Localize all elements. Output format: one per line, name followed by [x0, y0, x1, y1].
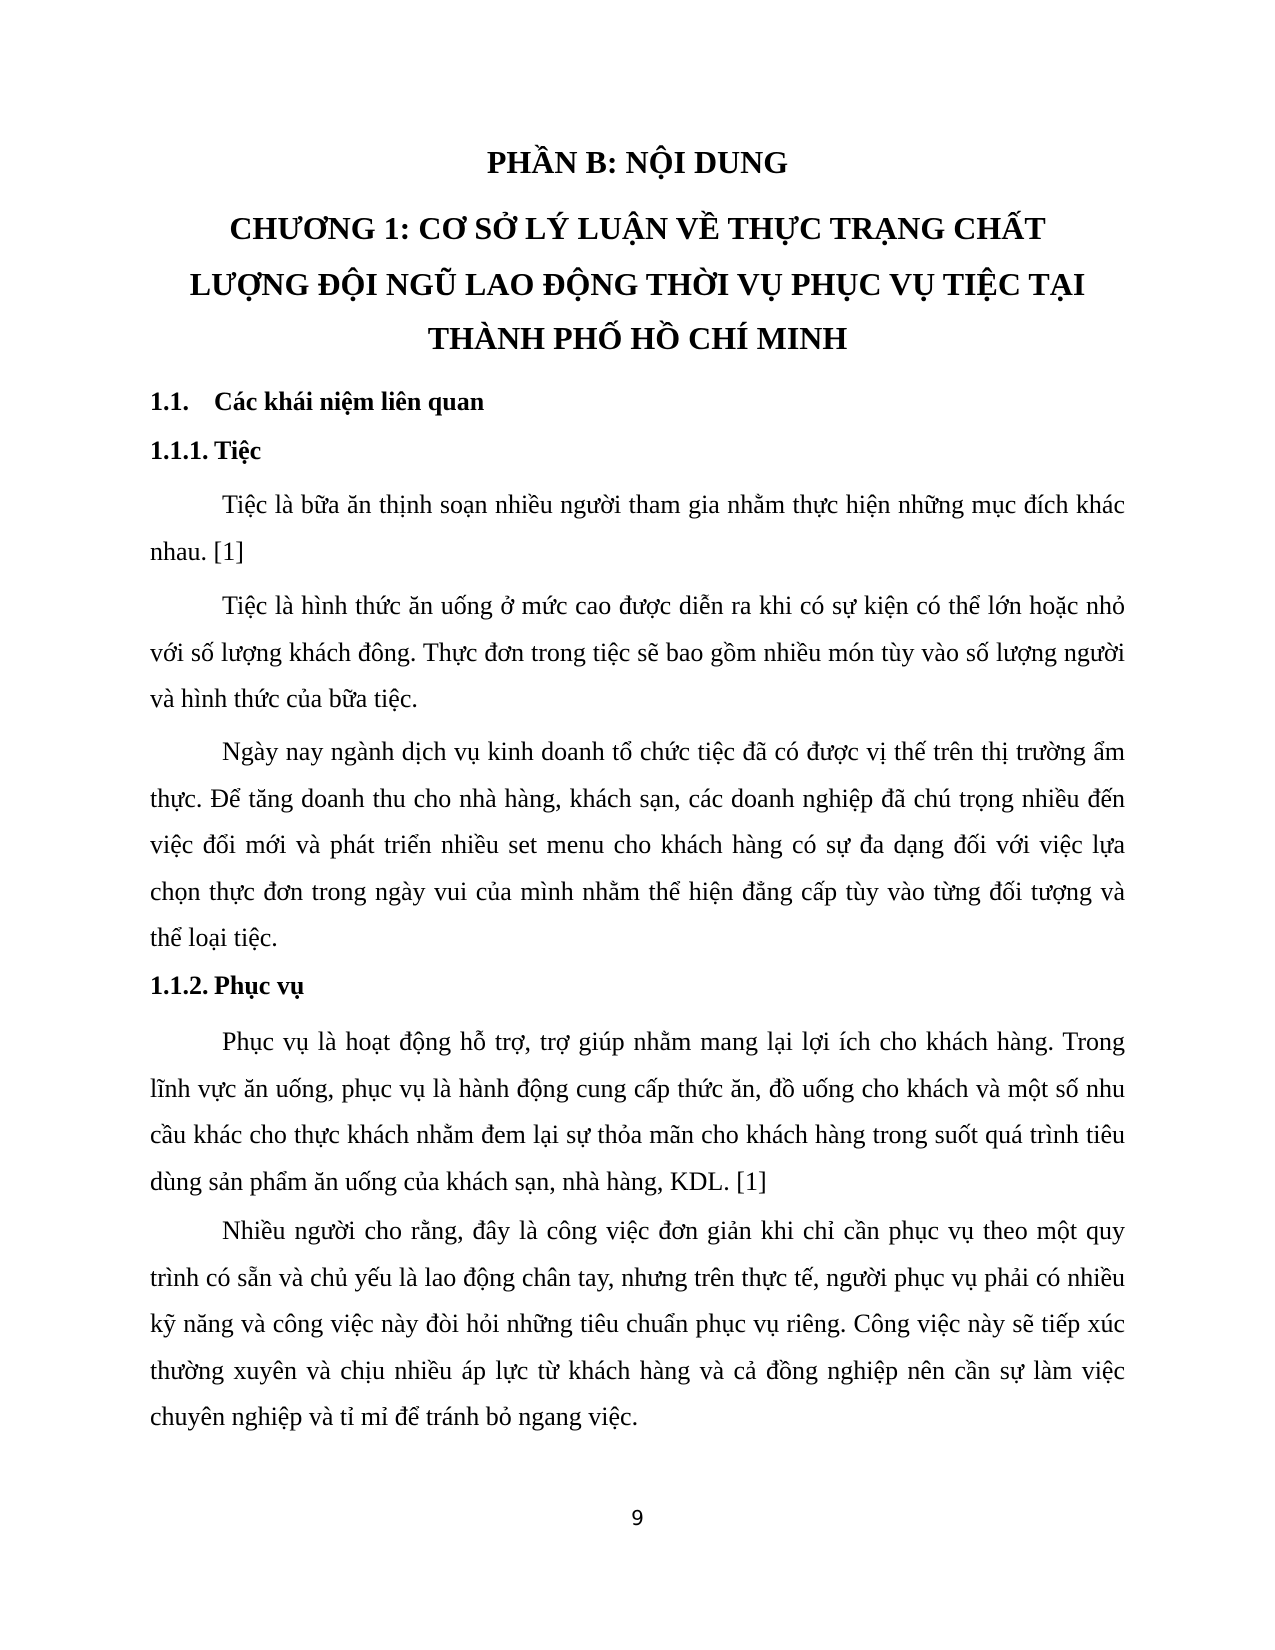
section-number: 1.1.1.: [150, 436, 209, 465]
section-title: Phục vụ: [214, 971, 305, 1000]
section-title: Các khái niệm liên quan: [214, 387, 485, 416]
paragraph-tiec-3: Ngày nay ngành dịch vụ kinh doanh tổ chức tiệc đã có được vị thế trên thị trường ẩm thực. Để tăng doanh thu cho nhà hàng, khách sạn, các doanh nghiệp đã chú trọng nhiều đến việc đổi mới và phát triển nhiều set menu cho khách hàng có sự đa dạng đối với việc lựa chọn thực đơn trong ngày vui của mình nhằm thể hiện đẳng cấp tùy vào từng đối tượng và thể loại tiệc.: [150, 737, 1125, 952]
paragraph-phuc-vu-1: Phục vụ là hoạt động hỗ trợ, trợ giúp nhằm mang lại lợi ích cho khách hàng. Trong lĩnh vực ăn uống, phục vụ là hành động cung cấp thức ăn, đồ uống cho khách và một số nhu cầu khác cho thực khách nhằm đem lại sự thỏa mãn cho khách hàng trong suốt quá trình tiêu dùng sản phẩm ăn uống của khách sạn, nhà hàng, KDL. [1]: [150, 1027, 1125, 1196]
paragraph-phuc-vu-2: Nhiều người cho rằng, đây là công việc đơn giản khi chỉ cần phục vụ theo một quy trình có sẵn và chủ yếu là lao động chân tay, nhưng trên thực tế, người phục vụ phải có nhiều kỹ năng và công việc này đòi hỏi những tiêu chuẩn phục vụ riêng. Công việc này sẽ tiếp xúc thường xuyên và chịu nhiều áp lực từ khách hàng và cả đồng nghiệp nên cần sự làm việc chuyên nghiệp và tỉ mỉ để tránh bỏ ngang việc.: [150, 1216, 1125, 1431]
paragraph-tiec-2: Tiệc là hình thức ăn uống ở mức cao được diễn ra khi có sự kiện có thể lớn hoặc nhỏ với số lượng khách đông. Thực đơn trong tiệc sẽ bao gồm nhiều món tùy vào số lượng người và hình thức của bữa tiệc.: [150, 591, 1125, 713]
page-number: 9: [631, 1506, 644, 1530]
chapter-title-line-2: LƯỢNG ĐỘI NGŨ LAO ĐỘNG THỜI VỤ PHỤC VỤ TIỆC TẠI: [189, 266, 1086, 302]
section-heading-1-1: [150, 386, 484, 418]
section-number: 1.1.: [150, 387, 189, 416]
paragraph-tiec-1: Tiệc là bữa ăn thịnh soạn nhiều người tham gia nhằm thực hiện những mục đích khác nhau. [1]: [150, 490, 1125, 566]
section-number: 1.1.2.: [150, 971, 209, 1000]
chapter-title-line-3: THÀNH PHỐ HỒ CHÍ MINH: [427, 320, 848, 356]
part-title: PHẦN B: NỘI DUNG: [486, 144, 789, 180]
section-title: Tiệc: [214, 436, 262, 465]
chapter-title-line-1: CHƯƠNG 1: CƠ SỞ LÝ LUẬN VỀ THỰC TRẠNG CHẤT: [229, 210, 1046, 246]
section-heading-1-1-2: [150, 970, 304, 1002]
section-heading-1-1-1: [150, 435, 261, 467]
